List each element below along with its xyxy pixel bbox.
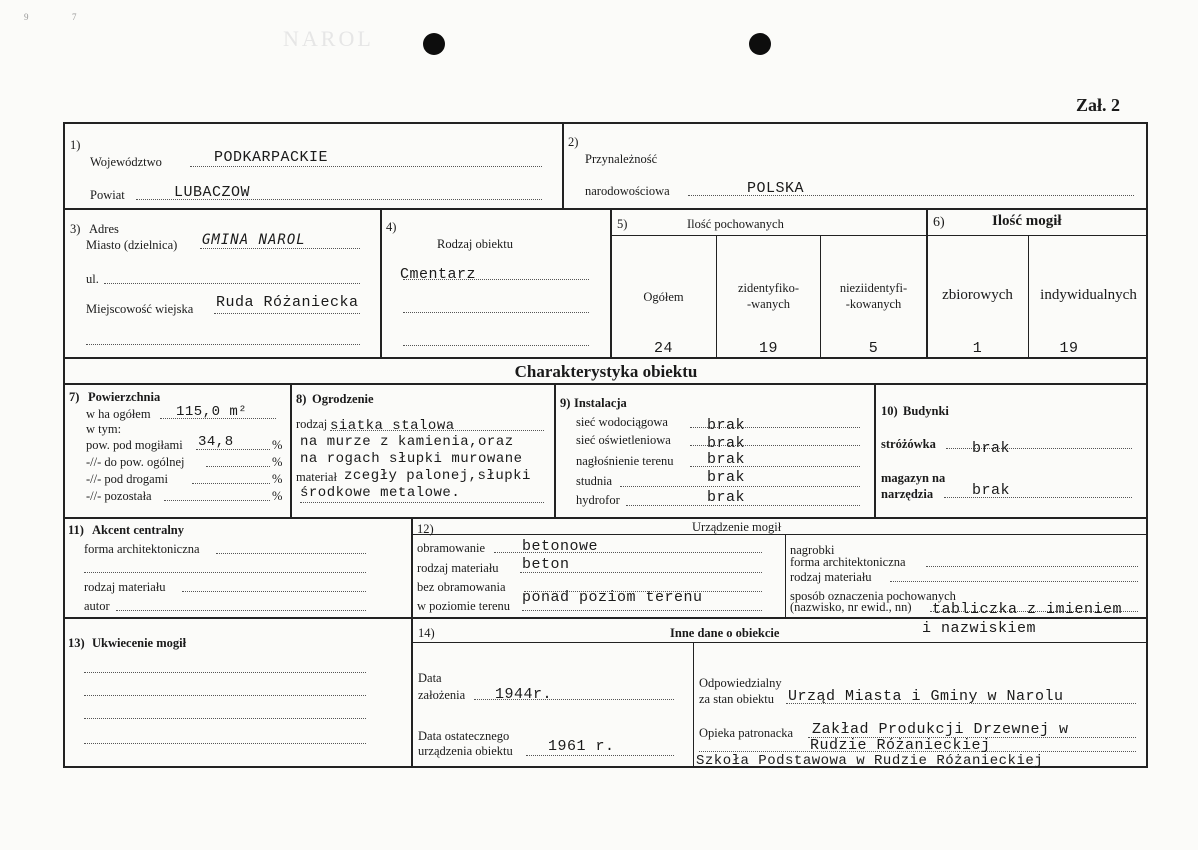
sposob-label-2: (nazwisko, nr ewid., nn) (790, 600, 912, 614)
instalacja-label-0: sieć wodociągowa (576, 415, 668, 429)
instalacja-label-3: studnia (576, 474, 613, 488)
address-extra-dots (86, 344, 360, 345)
s8-num: 8) (296, 392, 307, 406)
col-divider-9-10 (874, 383, 876, 518)
ogrodzenie-rodzaj-label: rodzaj (296, 417, 328, 431)
obramowanie-label: obramowanie (417, 541, 486, 555)
zbiorowych-value: 1 (972, 340, 983, 357)
row-divider-1 (64, 208, 1148, 210)
punch-hole-left (423, 33, 445, 55)
s3-num: 3) (70, 222, 81, 236)
pozostala-label: -//- pozostała (86, 489, 152, 503)
miasto-label: Miasto (dzielnica) (86, 238, 178, 252)
mogilami-value: 34,8 (198, 434, 234, 450)
data-zalozenia-label-2: założenia (418, 688, 466, 702)
drogami-dots (192, 483, 270, 484)
col-divider-12a (785, 534, 786, 618)
drogami-label: -//- pod drogami (86, 472, 168, 486)
urzadzenie-rodzaj-label: rodzaj materiału (417, 561, 499, 575)
drogami-pct: % (272, 472, 283, 486)
ogrodzenie-line-2: na murze z kamienia,oraz (300, 434, 514, 450)
poziom-dots (522, 610, 762, 611)
akcent-rodzaj-dots (182, 591, 366, 592)
mogilami-label: pow. pod mogiłami (86, 438, 183, 452)
bez-obramowania-label: bez obramowania (417, 580, 506, 594)
ilosc-mogil-title: Ilość mogił (992, 213, 1062, 229)
ogrodzenie-rodzaj-value: siatka stalowa (330, 418, 455, 434)
instalacja-value-1: brak (707, 435, 746, 452)
akcent-forma-label: forma architektoniczna (84, 542, 200, 556)
instalacja-label-2: nagłośnienie terenu (576, 454, 674, 468)
s10-num: 10) (881, 404, 898, 418)
powiat-value: LUBACZOW (174, 184, 251, 201)
instalacja-label-1: sieć oświetleniowa (576, 433, 671, 447)
opieka-value-1: Zakład Produkcji Drzewnej w (812, 721, 1069, 738)
s13-num: 13) (68, 636, 85, 650)
col-divider-14a (693, 642, 694, 768)
indywidualnych-value: 19 (1059, 340, 1079, 357)
ogrodzenie-title: Ogrodzenie (312, 392, 374, 406)
data-ostatecznego-value: 1961 r. (548, 738, 615, 755)
akcent-rodzaj-label: rodzaj materiału (84, 580, 166, 594)
col-divider-3-4 (380, 208, 382, 358)
obramowanie-value: betonowe (522, 538, 599, 555)
instalacja-value-2: brak (707, 451, 746, 468)
sposob-value-1: tabliczka z imieniem (932, 601, 1123, 618)
rodzaj-obiektu-dots-2 (403, 312, 589, 313)
col-divider-5-6 (926, 208, 928, 358)
niezidentyfikowanych-value: 5 (868, 340, 879, 357)
miejscowosc-value: Ruda Różaniecka (216, 294, 359, 311)
col-divider-8-9 (554, 383, 556, 518)
ilosc-pochowanych-title: Ilość pochowanych (687, 217, 784, 231)
sposob-label-1: sposób oznaczenia pochowanych (790, 589, 956, 603)
budynki-title: Budynki (903, 404, 949, 418)
row-divider-3 (64, 383, 1148, 385)
nagrobki-forma-label: forma architektoniczna (790, 555, 906, 569)
opieka-value-3: Szkoła Podstawowa w Rudzie Różanieckiej (696, 753, 1044, 769)
miejscowosc-label: Miejscowość wiejska (86, 302, 194, 316)
instalacja-dots-3 (620, 486, 860, 487)
ul-dots (104, 283, 360, 284)
akcent-title: Akcent centralny (92, 523, 184, 537)
ogolnej-label: -//- do pow. ogólnej (86, 455, 185, 469)
corner-mark-2: 7 (72, 12, 77, 22)
nagrobki-material-label: rodzaj materiału (790, 570, 872, 584)
zidentyfikowanych-label-a: zidentyfiko- (737, 281, 800, 295)
ogrodzenie-material-value: zcegły palonej,słupki (344, 468, 531, 484)
niezidentyfikowanych-label-b: -kowanych (845, 297, 902, 311)
inne-dane-title: Inne dane o obiekcie (670, 626, 780, 640)
rodzaj-obiektu-dots-3 (403, 345, 589, 346)
row-divider-2 (64, 357, 1148, 359)
s12-num: 12) (417, 522, 434, 536)
ogrodzenie-end-dots (300, 502, 544, 503)
mogilami-pct: % (272, 438, 283, 452)
miejscowosc-dots (214, 313, 360, 314)
s6-num: 6) (933, 215, 945, 230)
w-tym-label: w tym: (86, 422, 122, 436)
characteristics-title: Charakterystyka obiektu (514, 362, 698, 381)
ogrodzenie-material-label: materiał (296, 470, 337, 484)
faint-stamp: NAROL (283, 26, 374, 51)
ukwiecenie-dots-2 (84, 695, 366, 696)
s9-num: 9) (560, 396, 571, 410)
magazyn-label-2: narzędzia (881, 487, 934, 501)
s11-num: 11) (68, 523, 84, 537)
instalacja-value-4: brak (707, 489, 746, 506)
punch-hole-right (749, 33, 771, 55)
instalacja-value-0: brak (707, 417, 746, 434)
odpowiedzialny-label-2: za stan obiektu (699, 692, 774, 706)
narodowosc-value: POLSKA (747, 180, 805, 197)
strozowka-label: stróżówka (881, 437, 936, 451)
corner-mark: 9 (24, 12, 29, 22)
ukwiecenie-dots-3 (84, 718, 366, 719)
ogrodzenie-line-3: na rogach słupki murowane (300, 451, 523, 467)
data-ostatecznego-label-1: Data ostatecznego (418, 729, 510, 743)
ogolem-label: Ogółem (643, 290, 684, 304)
row-divider-5a (610, 235, 1148, 236)
ha-value: 115,0 m² (176, 404, 248, 420)
col-divider-4-5 (610, 208, 612, 358)
pozostala-pct: % (272, 489, 283, 503)
attachment-label: Zał. 2 (1076, 95, 1121, 115)
ogolem-value: 24 (653, 340, 673, 357)
urzadzenie-rodzaj-value: beton (522, 556, 570, 573)
col-divider-7-8 (290, 383, 292, 518)
zbiorowych-label: zbiorowych (942, 287, 1013, 303)
powierzchnia-title: Powierzchnia (88, 390, 161, 404)
wojewodztwo-label: Województwo (90, 155, 162, 169)
opieka-value-2: Rudzie Różanieckiej (810, 737, 991, 754)
akcent-line-dots (84, 572, 366, 573)
ha-label: w ha ogółem (86, 407, 151, 421)
niezidentyfikowanych-label-a: nieziidentyfi- (839, 281, 908, 295)
instalacja-label-4: hydrofor (576, 493, 620, 507)
magazyn-value: brak (972, 482, 1011, 499)
s7-num: 7) (69, 390, 80, 404)
akcent-autor-label: autor (84, 599, 110, 613)
ogrodzenie-line-5: środkowe metalowe. (300, 485, 461, 501)
poziom-value: ponad poziom terenu (522, 589, 703, 606)
ukwiecenie-dots-4 (84, 743, 366, 744)
magazyn-label-1: magazyn na (881, 471, 946, 485)
ukwiecenie-dots-1 (84, 672, 366, 673)
miasto-value: GMINA NAROL (202, 232, 306, 248)
s5-num: 5) (617, 217, 628, 231)
akcent-forma-dots (216, 553, 366, 554)
wojewodztwo-value: PODKARPACKIE (214, 149, 329, 166)
urzadzenie-mogil-title: Urządzenie mogił (692, 520, 782, 534)
col-divider-11-12 (411, 517, 413, 768)
strozowka-value: brak (972, 440, 1011, 457)
opieka-label: Opieka patronacka (699, 726, 794, 740)
odpowiedzialny-label-1: Odpowiedzialny (699, 676, 782, 690)
adres-title: Adres (89, 222, 119, 236)
row-divider-4 (64, 517, 1148, 519)
ogolnej-dots (206, 466, 270, 467)
ul-label: ul. (86, 272, 99, 286)
s4-num: 4) (386, 220, 397, 234)
s1-num: 1) (70, 138, 81, 152)
instalacja-title: Instalacja (574, 396, 627, 410)
ogolnej-pct: % (272, 455, 283, 469)
rodzaj-obiektu-label: Rodzaj obiektu (437, 237, 514, 251)
data-ostatecznego-dots (526, 755, 674, 756)
powiat-label: Powiat (90, 188, 125, 202)
rodzaj-obiektu-value: Cmentarz (400, 266, 477, 283)
ukwiecenie-title: Ukwiecenie mogił (92, 636, 187, 650)
zidentyfikowanych-value: 19 (758, 340, 778, 357)
miasto-dots (200, 248, 360, 249)
wojewodztwo-dots (190, 166, 542, 167)
indywidualnych-label: indywidualnych (1040, 287, 1137, 303)
s14-num: 14) (418, 626, 435, 640)
instalacja-value-3: brak (707, 469, 746, 486)
pozostala-dots (164, 500, 270, 501)
data-zalozenia-value: 1944r. (495, 686, 553, 703)
data-ostatecznego-label-2: urządzenia obiektu (418, 744, 513, 758)
row-divider-14a (411, 642, 1148, 643)
data-zalozenia-label-1: Data (418, 671, 442, 685)
s2-num: 2) (568, 135, 579, 149)
akcent-autor-dots (116, 610, 366, 611)
nagrobki-material-dots (890, 581, 1138, 582)
odpowiedzialny-value: Urząd Miasta i Gminy w Narolu (788, 688, 1064, 705)
przynaleznosc-label: Przynależność (585, 152, 658, 166)
poziom-label: w poziomie terenu (417, 599, 511, 613)
nagrobki-label: nagrobki (790, 543, 835, 557)
nagrobki-forma-dots (926, 566, 1138, 567)
col-divider-1-2 (562, 123, 564, 209)
narodowosciowa-label: narodowościowa (585, 184, 670, 198)
sposob-value-2: i nazwiskiem (922, 620, 1037, 637)
zidentyfikowanych-label-b: -wanych (746, 297, 791, 311)
